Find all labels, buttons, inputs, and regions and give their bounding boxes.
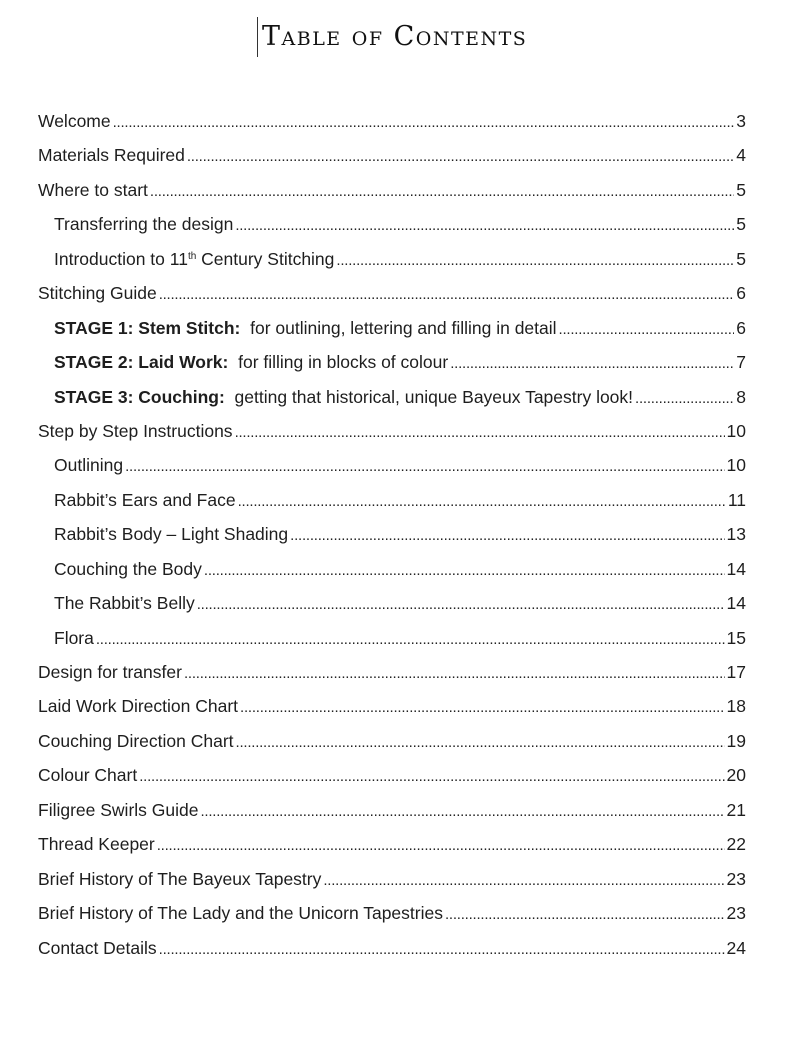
dot-leader	[204, 554, 725, 588]
toc-entry-the-rabbits-belly[interactable]	[38, 586, 746, 620]
toc-entry-colour-chart[interactable]	[38, 758, 746, 792]
toc-entry-contact-details[interactable]	[38, 931, 746, 965]
toc-entry-label: The Rabbit’s Belly	[54, 593, 195, 614]
toc-entry-stitching-guide[interactable]	[38, 276, 746, 310]
toc-entry-label: Contact Details	[38, 937, 157, 958]
toc-entry-label: STAGE 3: Couching: getting that historical, unique Bayeux Tapestry look!	[54, 386, 634, 407]
toc-entry-where-to-start[interactable]	[38, 173, 746, 207]
toc-entry-label: Thread Keeper	[38, 834, 155, 855]
dot-leader	[290, 519, 724, 553]
toc-entry-label: Introduction to 11th Century Stitching	[54, 248, 335, 269]
toc-entry-couching-the-body[interactable]	[38, 552, 746, 586]
title-rule	[257, 17, 258, 57]
toc-entry-stage-2-laid-work[interactable]	[38, 345, 746, 379]
toc-entry-label: Outlining	[54, 455, 124, 476]
dot-leader	[187, 140, 734, 174]
toc-page-number: 20	[726, 765, 746, 786]
dot-leader	[336, 244, 734, 278]
toc-entry-label: Couching Direction Chart	[38, 730, 234, 751]
dot-leader	[159, 933, 725, 967]
dot-leader	[450, 347, 734, 381]
toc-page-number: 10	[726, 455, 746, 476]
toc-entry-label: Where to start	[38, 179, 148, 200]
toc-entry-materials-required[interactable]	[38, 138, 746, 172]
dot-leader	[236, 726, 725, 760]
toc-page-number: 23	[726, 903, 746, 924]
toc-page-number: 4	[736, 145, 746, 166]
toc-entry-brief-history-lady-and-unicorn[interactable]	[38, 896, 746, 930]
toc-entry-introduction-to-11th-century-stitching[interactable]	[38, 242, 746, 276]
toc-entry-label: Flora	[54, 627, 94, 648]
toc-page-number: 11	[727, 489, 746, 510]
toc-page-number: 15	[726, 627, 746, 648]
toc-page-number: 24	[726, 937, 746, 958]
toc-page-number: 10	[726, 420, 746, 441]
toc-entry-label: Design for transfer	[38, 662, 182, 682]
dot-leader	[235, 416, 725, 450]
dot-leader	[150, 175, 734, 209]
dot-leader	[445, 898, 725, 932]
toc-entry-label: Brief History of The Bayeux Tapestry	[38, 868, 322, 889]
page-title: Table of Contents	[262, 21, 528, 52]
toc-entry-stage-3-couching[interactable]	[38, 380, 746, 414]
dot-leader	[240, 691, 725, 725]
toc-entry-label: Welcome	[38, 111, 111, 131]
toc-entry-filigree-swirls-guide[interactable]	[38, 793, 746, 827]
toc-page-number: 13	[726, 524, 746, 545]
toc-page-number: 18	[726, 696, 746, 717]
dot-leader	[159, 278, 735, 312]
dot-leader	[184, 657, 725, 691]
toc-page-number: 19	[726, 730, 746, 751]
toc-page-number: 3	[736, 111, 746, 131]
toc-entry-label: Couching the Body	[54, 558, 202, 579]
table-of-contents	[38, 104, 746, 965]
toc-entry-step-by-step-instructions[interactable]	[38, 414, 746, 448]
toc-page-number: 23	[726, 868, 746, 889]
toc-entry-couching-direction-chart[interactable]	[38, 724, 746, 758]
toc-page-number: 14	[726, 558, 746, 579]
toc-entry-label: Colour Chart	[38, 765, 138, 786]
toc-page-number: 22	[726, 834, 746, 855]
toc-page-number: 14	[726, 593, 746, 614]
toc-entry-laid-work-direction-chart[interactable]	[38, 689, 746, 723]
toc-entry-thread-keeper[interactable]	[38, 827, 746, 861]
toc-entry-label: Rabbit’s Ears and Face	[54, 489, 236, 510]
dot-leader	[113, 106, 735, 140]
toc-entry-transferring-the-design[interactable]	[38, 207, 746, 241]
toc-entry-label: Transferring the design	[54, 214, 234, 235]
toc-entry-label: STAGE 2: Laid Work: for filling in blocks of colour	[54, 352, 449, 373]
toc-entry-label: Filigree Swirls Guide	[38, 799, 199, 820]
dot-leader	[235, 209, 734, 243]
toc-entry-label: Step by Step Instructions	[38, 420, 233, 441]
toc-page-number: 7	[736, 352, 746, 373]
toc-page-number: 17	[726, 662, 746, 682]
dot-leader	[559, 313, 735, 347]
title-area	[0, 14, 794, 64]
dot-leader	[238, 485, 726, 519]
toc-entry-rabbits-ears-and-face[interactable]	[38, 483, 746, 517]
toc-entry-label: Stitching Guide	[38, 283, 157, 304]
toc-entry-label: STAGE 1: Stem Stitch: for outlining, lettering and filling in detail	[54, 317, 557, 338]
dot-leader	[323, 864, 724, 898]
toc-entry-label: Rabbit’s Body – Light Shading	[54, 524, 289, 545]
toc-page-number: 5	[736, 214, 746, 235]
dot-leader	[96, 623, 725, 657]
toc-entry-welcome[interactable]	[38, 104, 746, 138]
toc-entry-brief-history-bayeux-tapestry[interactable]	[38, 862, 746, 896]
toc-entry-label: Laid Work Direction Chart	[38, 696, 239, 717]
toc-entry-label: Brief History of The Lady and the Unicorn Tapestries	[38, 903, 443, 924]
toc-entry-stage-1-stem-stitch[interactable]	[38, 311, 746, 345]
toc-page-number: 5	[736, 179, 746, 200]
toc-page-number: 5	[736, 248, 746, 269]
dot-leader	[157, 829, 725, 863]
toc-entry-design-for-transfer[interactable]	[38, 655, 746, 689]
toc-page-number: 21	[726, 799, 746, 820]
toc-page-number: 6	[736, 283, 746, 304]
toc-page-number: 8	[736, 386, 746, 407]
dot-leader	[139, 760, 724, 794]
toc-page-number: 6	[736, 317, 746, 338]
dot-leader	[125, 450, 724, 484]
dot-leader	[200, 795, 724, 829]
toc-entry-label: Materials Required	[38, 145, 185, 166]
toc-entry-flora[interactable]	[38, 621, 746, 655]
dot-leader	[635, 382, 734, 416]
toc-entry-rabbits-body-light-shading[interactable]	[38, 517, 746, 551]
dot-leader	[197, 588, 725, 622]
toc-entry-outlining[interactable]	[38, 448, 746, 482]
